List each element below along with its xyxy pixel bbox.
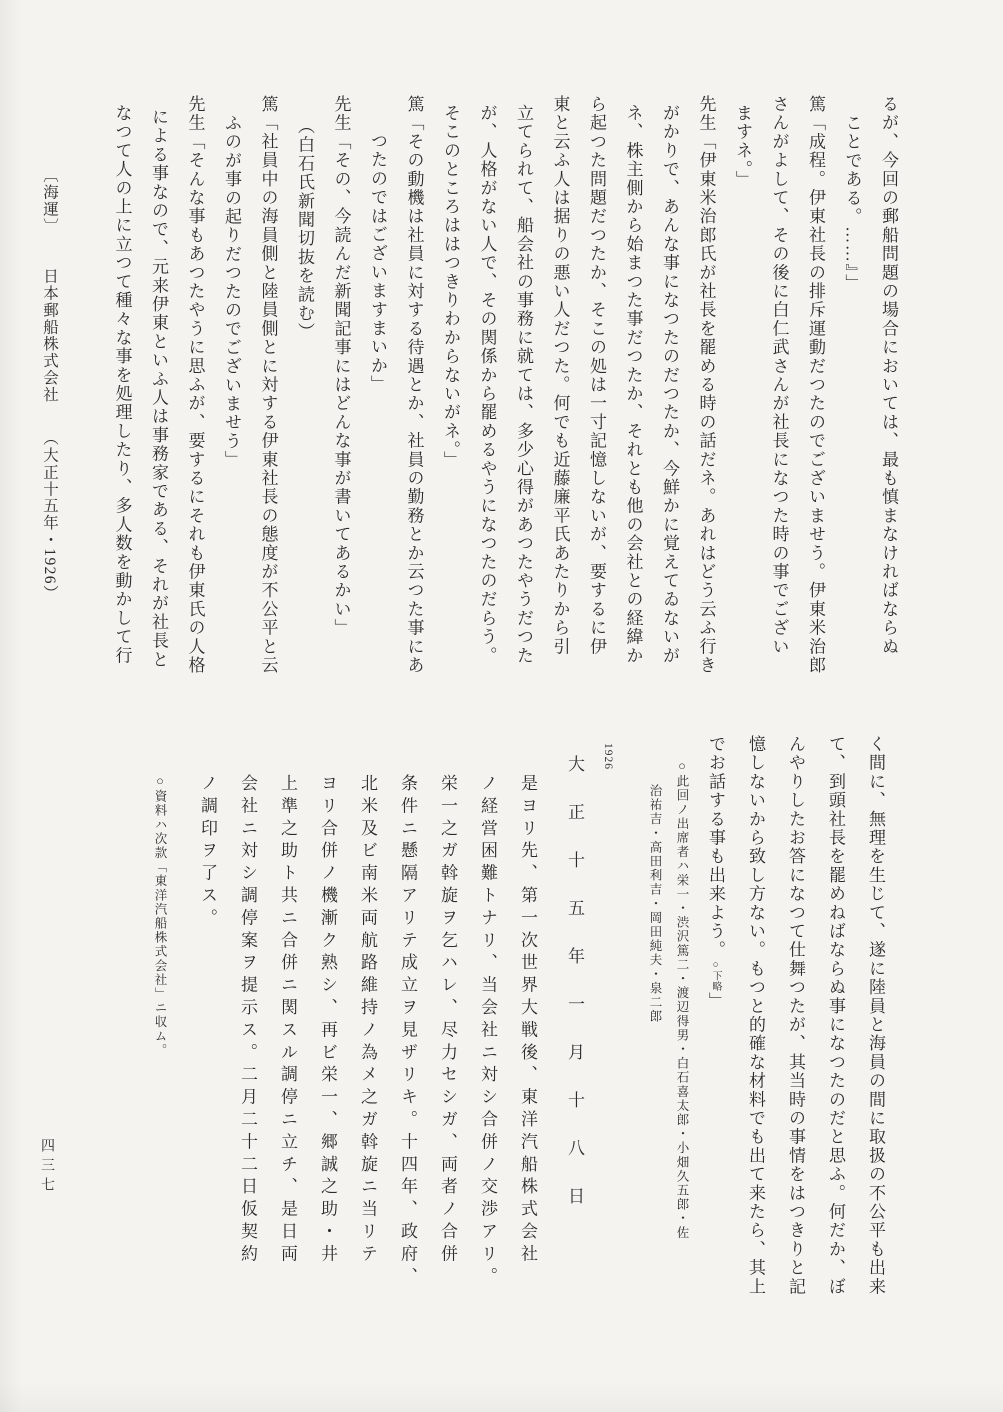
dialogue-line: ことである。……』」 xyxy=(842,113,862,293)
dialogue-line: でお話する事も出来よう。○下略」 xyxy=(706,735,725,1011)
dialogue-line: 篤「社員中の海員側と陸員側とに対する伊東社長の態度が不公平と云 xyxy=(258,95,278,675)
dialogue-line: なつて人の上に立つて種々な事を処理したり、多人数を動かして行 xyxy=(112,104,132,666)
top-text-block xyxy=(103,95,906,695)
abbreviation-note: ○下略 xyxy=(710,959,721,992)
section-category-label: 〔海運〕 xyxy=(41,167,58,235)
dialogue-line: 立てられて、船会社の事務に就ては、多少心得があつたやうだつた xyxy=(514,104,533,666)
dialogue-line: が、人格がない人で、その関係から罷めるやうになつたのだらう。 xyxy=(477,104,497,666)
dialogue-line: ネ、株主側から始まつた事だつたか、それとも他の会社との経緯か xyxy=(623,104,643,666)
entry-date-heading: 大正十五年一月十八日 xyxy=(565,755,584,1235)
summary-line: ノ経営困難トナリ、当会社ニ対シ合併ノ交渉アリ。 xyxy=(478,774,497,1290)
summary-line: ノ調印ヲ了ス。 xyxy=(198,774,217,931)
company-title: 日本郵船株式会社 xyxy=(41,267,58,404)
summary-line: 会社ニ対シ調停案ヲ提示ス。二月二十二日仮契約 xyxy=(238,774,257,1267)
dialogue-line: そこのところははつきりわからないがネ。」 xyxy=(441,104,460,470)
dialogue-line: 憶しないから致し方ない。もつと的確な材料でも出て来たら、其上 xyxy=(746,735,765,1296)
dialogue-line: く間に、無理を生じて、遂に陸員と海員の間に取扱の不公平も出来 xyxy=(866,735,885,1296)
source-note-line: ○資料ハ次款「東洋汽船株式会社」ニ収ム。 xyxy=(153,774,167,1058)
dialogue-line: ら起つた問題だつたか、そこの処は一寸記憶しないが、要するに伊 xyxy=(587,95,606,656)
dialogue-line: つたのではございますまいか」 xyxy=(368,132,387,395)
dialogue-line: るが、今回の郵船問題の場合においては、最も慎まなければならぬ xyxy=(879,95,898,656)
page-number: 四三七 xyxy=(39,1138,54,1197)
attendee-note-line: 治祐吉・高田利吉・岡田純夫・泉二郎 xyxy=(648,783,662,1024)
year-annotation: 1926 xyxy=(602,743,614,770)
attendee-note-line: ○此回ノ出席者ハ栄一・渋沢篤二・渡辺得男・白石喜太郎・小畑久五郎・佐 xyxy=(675,759,689,1241)
summary-line: 上準之助ト共ニ合併ニ関スル調停ニ立チ、是日両 xyxy=(278,774,297,1267)
dialogue-line: 先生「伊東米治郎氏が社長を罷める時の話だネ。あれはどう云ふ行き xyxy=(696,95,716,675)
dialogue-line: （白石氏新聞切抜を読む） xyxy=(295,117,314,342)
dialogue-line: ふのが事の起りだつたのでございませう」 xyxy=(222,113,241,469)
dialogue-line: さんがよして、その後に白仁武さんが社長になつた時の事でござい xyxy=(769,95,789,656)
dialogue-line: て、到頭社長を罷めねばならぬ事になつたのだと思ふ。何だか、ぼ xyxy=(826,735,845,1296)
summary-line: 北米及ビ南米両航路維持ノ為メ之ガ斡旋ニ当リテ xyxy=(358,774,377,1267)
summary-line: 条件ニ懸隔アリテ成立ヲ見ザリキ。十四年、政府、 xyxy=(398,774,417,1290)
dialogue-line: による事なので、元来伊東といふ人は事務家である、それが社長と xyxy=(149,108,168,670)
summary-line: 栄一之ガ斡旋ヲ乞ハレ、尽力セシガ、両者ノ合併 xyxy=(438,774,457,1267)
dialogue-line: ますネ。」 xyxy=(733,104,752,190)
summary-line: 是ヨリ先、第一次世界大戦後、東洋汽船株式会社 xyxy=(518,774,537,1267)
bottom-text-block xyxy=(147,735,895,1315)
dialogue-line: 先生「その、今読んだ新聞記事にはどんな事が書いてあるかい」 xyxy=(331,95,351,638)
dialogue-line: 先生「そんな事もあつたやうに思ふが、要するにそれも伊東氏の人格 xyxy=(185,95,205,675)
dialogue-line: 篤「その動機は社員に対する待遇とか、社員の勤務とか云つた事にあ xyxy=(404,95,424,675)
dialogue-line: 東と云ふ人は据りの悪い人だつた。何でも近藤廉平氏あたりから引 xyxy=(550,95,570,656)
dialogue-line: 篤「成程。伊東社長の排斥運動だつたのでございませう。伊東米治郎 xyxy=(806,95,825,675)
summary-line: ヨリ合併ノ機漸ク熟シ、再ビ栄一、郷誠之助・井 xyxy=(318,774,337,1267)
section-running-header xyxy=(38,167,60,612)
dialogue-line: がかりで、あんな事になつたのだつたか、今鮮かに覚えてゐないが xyxy=(660,104,679,666)
section-year-label: （大正十五年・1926） xyxy=(41,430,58,603)
dialogue-line: んやりしたお答になつて仕舞つたが、其当時の事情をはつきりと記 xyxy=(786,735,805,1296)
